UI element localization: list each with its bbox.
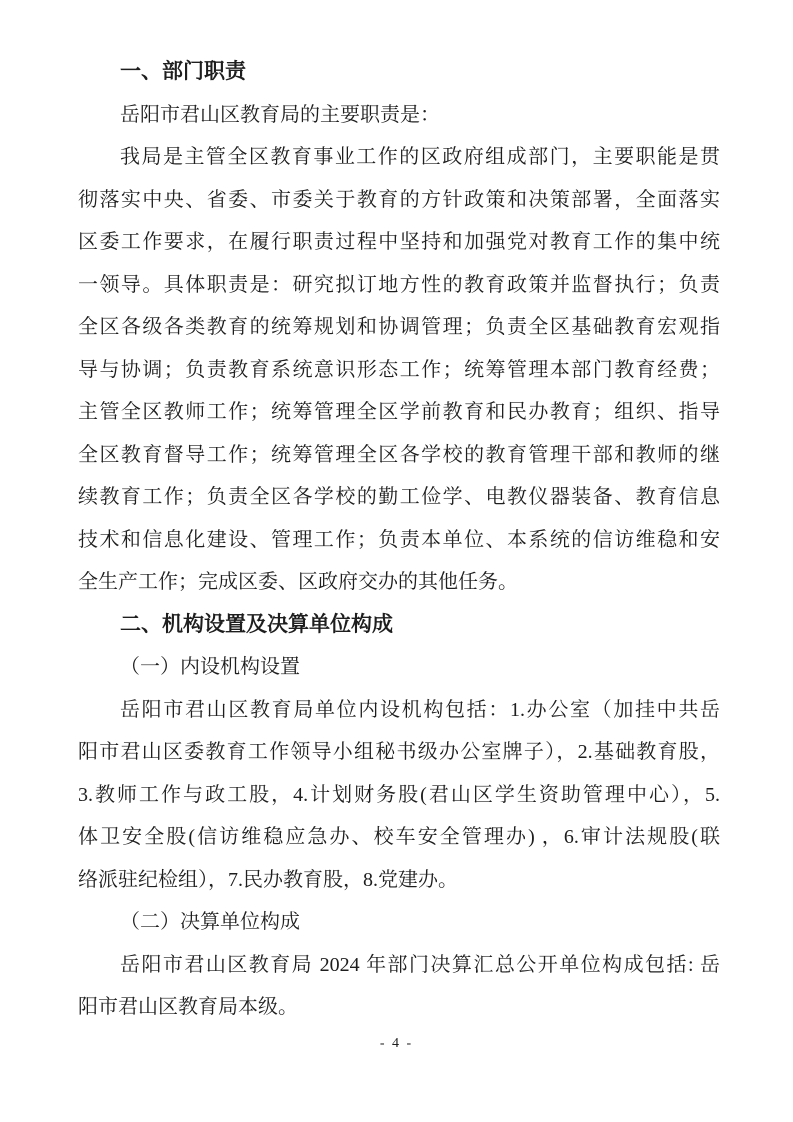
section-heading: 二、机构设置及决算单位构成 [120, 612, 393, 636]
text-line: 岳阳市君山区教育局单位内设机构包括：1.办公室（加挂中共岳 [120, 698, 720, 721]
text-line: 主管全区教师工作；统筹管理全区学前教育和民办教育；组织、指导 [78, 401, 720, 423]
text-line: 一领导。具体职责是：研究拟订地方性的教育政策并监督执行；负责 [78, 273, 720, 296]
text-line: （二）决算单位构成 [120, 911, 300, 933]
text-line: 阳市君山区委教育工作领导小组秘书级办公室牌子），2.基础教育股， [78, 741, 720, 763]
text-line: 导与协调；负责教育系统意识形态工作；统筹管理本部门教育经费； [78, 358, 720, 381]
section-heading: 一、部门职责 [120, 60, 246, 83]
text-line: （一）内设机构设置 [120, 656, 300, 678]
document-content [78, 51, 720, 1029]
text-line: 全生产工作；完成区委、区政府交办的其他任务。 [78, 571, 518, 593]
text-line: 全区各级各类教育的统筹规划和协调管理；负责全区基础教育宏观指 [78, 316, 720, 338]
text-line: 全区教育督导工作；统筹管理全区各学校的教育管理干部和教师的继 [78, 443, 720, 466]
text-line: 岳阳市君山区教育局 2024 年部门决算汇总公开单位构成包括: 岳 [120, 953, 720, 976]
text-line: 体卫安全股(信访维稳应急办、校车安全管理办) ，6.审计法规股(联 [78, 826, 720, 848]
page-number: - 4 - [379, 1036, 414, 1051]
text-line: 技术和信息化建设、管理工作；负责本单位、本系统的信访维稳和安 [78, 528, 720, 551]
text-line: 阳市君山区教育局本级。 [78, 996, 298, 1018]
text-line: 络派驻纪检组），7.民办教育股，8.党建办。 [78, 868, 458, 891]
text-line: 我局是主管全区教育事业工作的区政府组成部门，主要职能是贯 [120, 146, 720, 168]
text-line: 续教育工作；负责全区各学校的勤工俭学、电教仪器装备、教育信息 [78, 486, 720, 508]
text-line: 3.教师工作与政工股，4.计划财务股(君山区学生资助管理中心），5. [78, 783, 720, 806]
text-line: 彻落实中央、省委、市委关于教育的方针政策和决策部署，全面落实 [78, 188, 720, 211]
text-line: 岳阳市君山区教育局的主要职责是： [120, 103, 440, 126]
text-line: 区委工作要求，在履行职责过程中坚持和加强党对教育工作的集中统 [78, 231, 720, 253]
